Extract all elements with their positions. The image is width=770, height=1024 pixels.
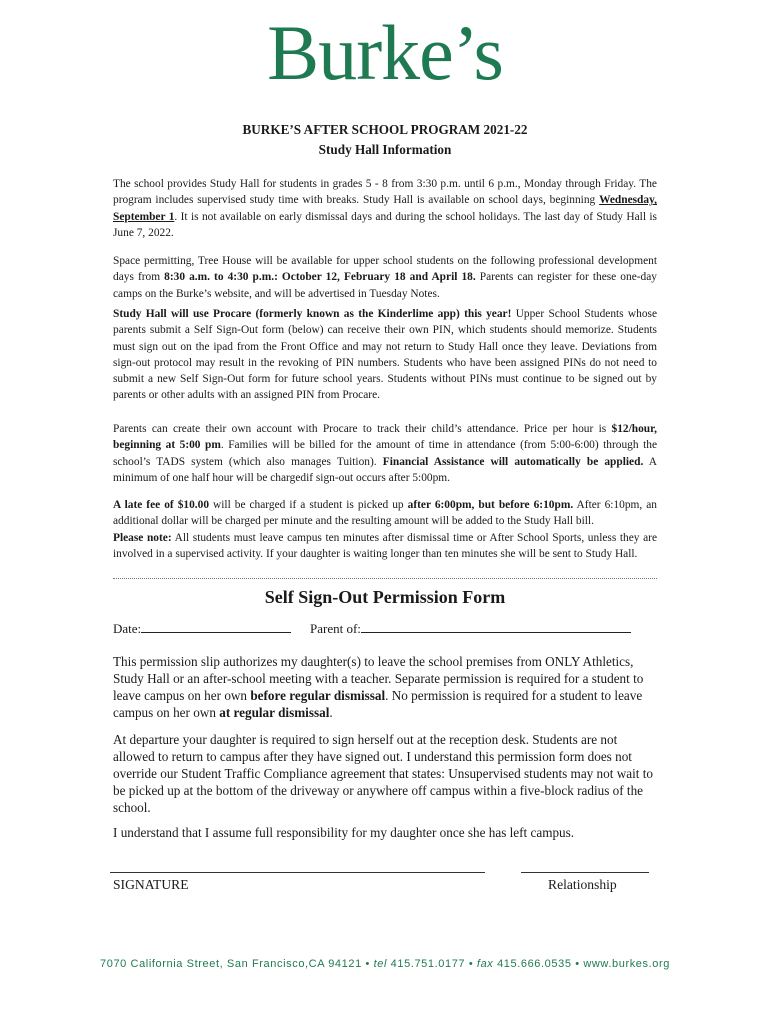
study-hall-schedule-paragraph: The school provides Study Hall for students in grades 5 - 8 from 3:30 p.m. until 6 p.m., Monday through Friday. The program includes supervised study time with breaks. Study Hall is available on school days, beginning Wednesday, September 1. It is not available on early dismissal days and during the school holidays. The last day of Study Hall is June 7, 2022. xyxy=(113,178,657,239)
signature-label: SIGNATURE xyxy=(113,877,189,892)
footer-bullet: • xyxy=(365,958,370,970)
responsibility-paragraph: I understand that I assume full responsibility for my daughter once she has left campus. xyxy=(113,825,575,840)
date-field[interactable] xyxy=(113,620,291,638)
tree-house-paragraph: Space permitting, Tree House will be available for upper school students on the following professional development days from 8:30 a.m. to 4:30 p.m.: October 12, February 18 and April 18. Parents can register for these one-day camps on the Burke’s website, and will be advertised in Tuesday Notes. xyxy=(113,255,657,300)
relationship-label: Relationship xyxy=(548,877,617,892)
footer-fax: 415.666.0535 xyxy=(497,958,572,970)
date-label: Date: xyxy=(113,621,142,636)
footer-address: 7070 California Street, San Francisco,CA 94121 xyxy=(100,958,362,970)
burkes-logo: Burke’s xyxy=(267,9,503,96)
permission-paragraph: This permission slip authorizes my daughter(s) to leave the school premises from ONLY Athletics, Study Hall or an after-school meeting with a teacher. Separate permission is required for a student to leave campus on her own before regular dismissal. No permission is required for a student to leave campus on her own at regular dismissal. xyxy=(113,654,644,720)
footer-contact xyxy=(0,956,770,972)
procare-paragraph: Study Hall will use Procare (formerly known as the Kinderlime app) this year! Upper School Students whose parents submit a Self Sign-Out form (below) can receive their own PIN, which students should memorize. Students must sign out on the ipad from the Front Office and may not return to Study Hall once they leave. Deviations from sign-out protocol may result in the revoking of PIN numbers. Students who have been assigned PINs do not need to submit a new Self Sign-Out form for future school years. Students without PINs must continue to be signed out by parents or other adults with an assigned PIN from Procare. xyxy=(113,308,657,402)
relationship-line[interactable] xyxy=(521,872,649,873)
parent-of-field[interactable] xyxy=(310,620,631,638)
footer-bullet: • xyxy=(575,958,580,970)
footer-bullet: • xyxy=(468,958,474,970)
signature-line[interactable] xyxy=(110,872,485,873)
fax-label: fax xyxy=(476,958,494,970)
form-title: Self Sign-Out Permission Form xyxy=(264,587,506,607)
cut-line-divider xyxy=(113,578,657,579)
date-blank[interactable] xyxy=(141,620,291,633)
late-fee-paragraph: A late fee of $10.00 will be charged if a student is picked up after 6:00pm, but before 6:10pm. After 6:10pm, an additional dollar will be charged per minute and the resulting amount will be added to the Study Hall bill. Please note: All students must leave campus ten minutes after dismissal time or After School Sports, unless they are involved in a supervised activity. If your daughter is waiting longer than ten minutes she will be sent to Study Hall. xyxy=(113,499,657,560)
departure-paragraph: At departure your daughter is required to sign herself out at the reception desk. Students are not allowed to return to campus after they have signed out. I understand this permission form does not override our Student Traffic Compliance agreement that states: Unsupervised students may not wait to be picked up at the bottom of the driveway or anywhere off campus within a five-block radius of the school. xyxy=(113,732,653,815)
footer-tel: 415.751.0177 xyxy=(390,958,466,970)
document-subtitle: Study Hall Information xyxy=(318,142,452,157)
parent-of-label: Parent of: xyxy=(310,621,361,636)
tel-label: tel xyxy=(373,958,387,970)
parent-of-blank[interactable] xyxy=(361,620,631,633)
document-title: BURKE’S AFTER SCHOOL PROGRAM 2021-22 xyxy=(242,122,528,137)
footer-website-link[interactable]: www.burkes.org xyxy=(583,958,670,970)
pricing-paragraph: Parents can create their own account with Procare to track their child’s attendance. Price per hour is $12/hour, beginning at 5:00 pm. Families will be billed for the amount of time in attendance (from 5:00-6:00) through the school’s TADS system (which also manages Tuition). Financial Assistance will automatically be applied. A minimum of one half hour will be chargedif sign-out occurs after 5:00pm. xyxy=(113,423,657,484)
